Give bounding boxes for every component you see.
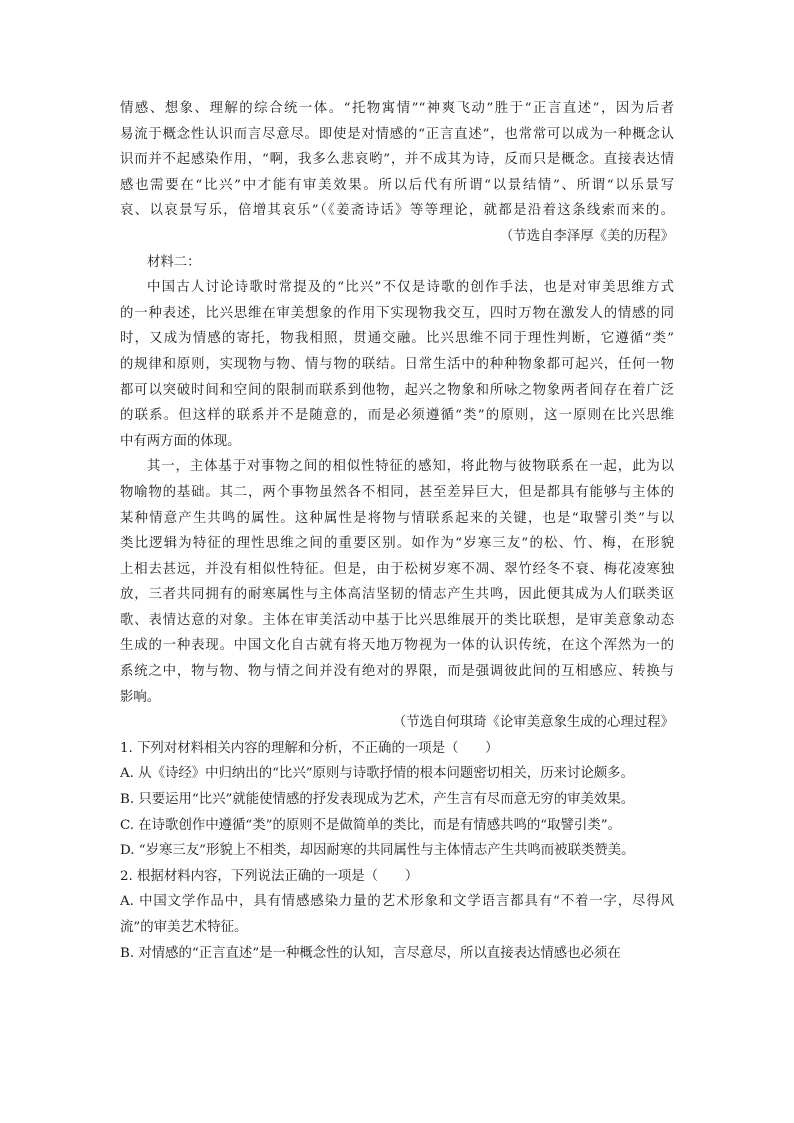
text-line: 情感、想象、理解的综合统一体。“托物寓情”“神爽飞动”胜于“正言直述”，因为后者 (120, 101, 674, 116)
material2-heading: 材料二： (147, 254, 201, 270)
text-line: 生成的一种表现。中国文化自古就有将天地万物视为一体的认识传统，在这个浑然为一的 (120, 638, 674, 654)
text-line: 识而并不起感染作用，“啊，我多么悲哀哟”，并不成其为诗，反而只是概念。直接表达情 (120, 152, 674, 168)
text-line: 系统之中，物与物、物与情之间并没有绝对的界限，而是强调彼此间的互相感应、转换与 (120, 664, 674, 680)
text-line: 的联系。但这样的联系并不是随意的，而是必须遵循“类”的原则，这一原则在比兴思维 (120, 408, 674, 424)
text-line: 物喻物的基础。其二，两个事物虽然各不相同，甚至差异巨大，但是都具有能够与主体的 (120, 484, 674, 500)
question-1-stem: 1. 下列对材料相关内容的理解和分析，不正确的一项是（ ） (120, 740, 499, 756)
text-line: 的规律和原则，实现物与物、情与物的联结。日常生活中的种种物象都可起兴，任何一物 (120, 356, 674, 372)
text-line: 其一，主体基于对事物之间的相似性特征的感知，将此物与彼物联系在一起，此为以 (147, 459, 674, 475)
text-line: 某种情意产生共鸣的属性。这种属性是将物与情联系起来的关键，也是“取譬引类”与以 (120, 510, 674, 526)
text-line: 的一种表述，比兴思维在审美想象的作用下实现物我交互，四时万物在激发人的情感的同 (120, 305, 674, 321)
question-2-option-b: B. 对情感的“正言直述”是一种概念性的认知，言尽意尽，所以直接表达情感也必须在 (120, 945, 621, 961)
material2-paragraph-2 (120, 454, 674, 710)
questions-section (120, 736, 674, 966)
question-2-option-a: A. 中国文学作品中，具有情感感染力量的艺术形象和文学语言都具有“不着一字，尽得风 (120, 894, 674, 910)
text-line: 歌、表情达意的对象。主体在审美活动中基于比兴思维展开的类比联想，是审美意象动态 (120, 612, 674, 628)
question-1-option-d: D. “岁寒三友”形貌上不相类，却因耐寒的共同属性与主体情志产生共鸣而被联类赞美。 (120, 843, 635, 859)
text-line: 放，三者共同拥有的耐寒属性与主体高洁坚韧的情志产生共鸣，因此便其成为人们联类讴 (120, 587, 674, 603)
text-line: 易流于概念性认识而言尽意尽。即使是对情感的“正言直述”，也常常可以成为一种概念认 (120, 126, 674, 142)
text-line: 类比逻辑为特征的理性思维之间的重要区别。如作为“岁寒三友”的松、竹、梅，在形貌 (120, 536, 674, 552)
source-citation-1: （节选自李泽厚《美的历程》 (499, 228, 674, 244)
text-line: 影响。 (120, 689, 161, 705)
question-2-stem: 2. 根据材料内容，下列说法正确的一项是（ ） (120, 868, 419, 884)
text-line: 中有两方面的体现。 (120, 433, 241, 449)
text-line: 都可以突破时间和空间的限制而联系到他物，起兴之物象和所咏之物象两者间存在着广泛 (120, 382, 674, 398)
question-1-option-a: A. 从《诗经》中归纳出的“比兴”原则与诗歌抒情的根本问题密切相关，历来讨论颇多。 (120, 766, 634, 782)
text-line: 哀、以哀景写乐，倍增其哀乐”（《姜斋诗话》等等理论，就都是沿着这条线索而来的。 (120, 203, 674, 219)
text-line: 时，又成为情感的寄托，物我相照，贯通交融。比兴思维不同于理性判断，它遵循“类” (120, 331, 674, 347)
question-2-option-a-cont: 流”的审美艺术特征。 (120, 920, 248, 935)
question-1-option-b: B. 只要运用“比兴”就能使情感的抒发表现成为艺术，产生言有尽而意无穷的审美效果。 (120, 792, 635, 808)
text-line: 感也需要在“比兴”中才能有审美效果。所以后代有所谓“以景结情”、所谓“以乐景写 (120, 177, 674, 193)
document-page (120, 96, 674, 966)
material1-tail (120, 96, 674, 224)
text-line: 中国古人讨论诗歌时常提及的“比兴”不仅是诗歌的创作手法，也是对审美思维方式 (147, 280, 674, 296)
material2-paragraph-1 (120, 275, 674, 454)
source-citation-2: （节选自何琪琦《论审美意象生成的心理过程》 (392, 715, 674, 731)
text-line: 上相去甚远，并没有相似性特征。但是，由于松树岁寒不凋、翠竹经冬不衰、梅花凌寒独 (120, 561, 674, 577)
question-1-option-c: C. 在诗歌创作中遵循“类”的原则不是做简单的类比，而是有情感共鸣的“取譬引类”。 (120, 817, 621, 833)
